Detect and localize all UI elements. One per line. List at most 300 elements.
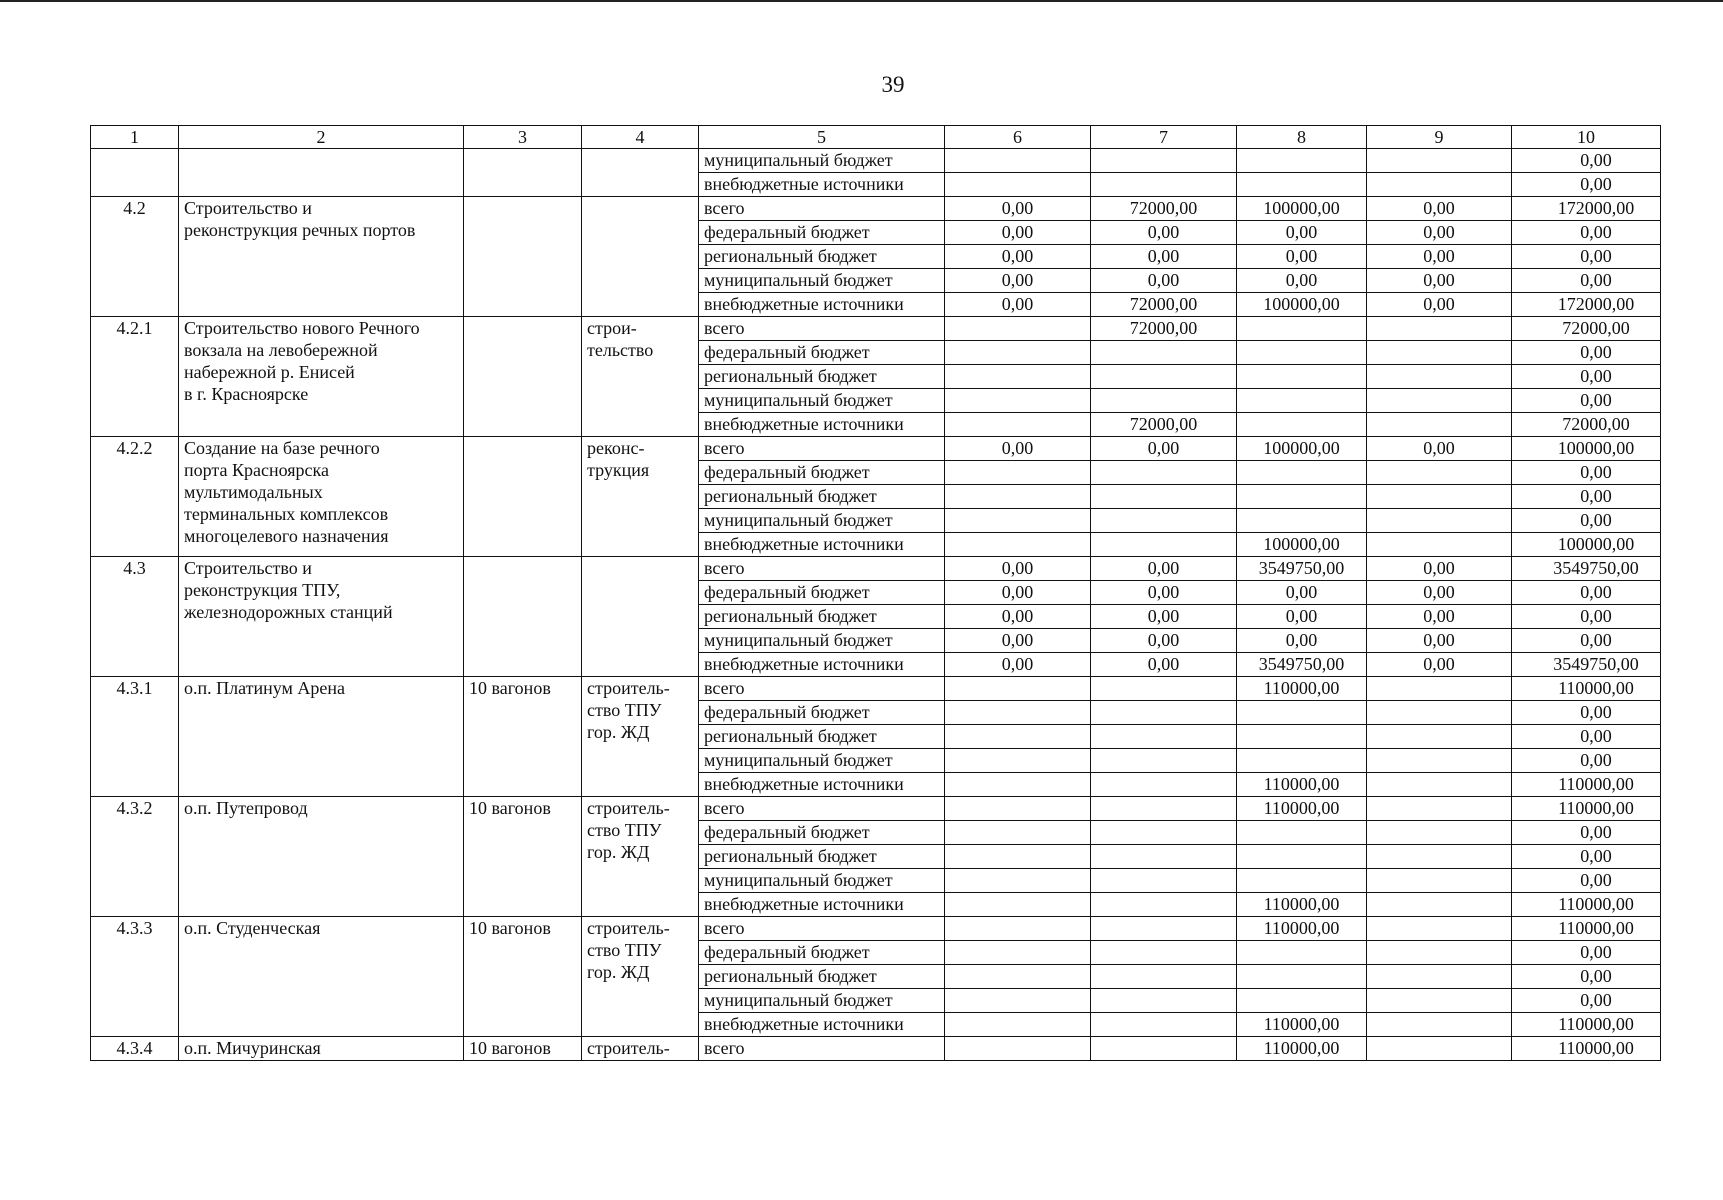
amount-cell [1367,413,1512,437]
funding-source-cell: всего [699,317,945,341]
item-name-cell-line: о.п. Платинум Арена [184,678,346,698]
amount-cell [945,965,1091,989]
work-type-cell [582,557,699,677]
amount-cell [1091,989,1237,1013]
amount-cell [1091,917,1237,941]
table-row [91,557,1661,581]
capacity-cell: 10 вагонов [464,677,582,797]
amount-cell [1091,509,1237,533]
work-type-cell-line: строитель- [587,678,670,698]
amount-cell: 110000,00 [1237,677,1367,701]
amount-cell [945,149,1091,173]
funding-source-cell: внебюджетные источники [699,533,945,557]
item-name-cell [179,677,464,797]
row-id-cell: 4.3.3 [91,917,179,1037]
capacity-cell [464,437,582,557]
row-id-cell: 4.2.1 [91,317,179,437]
work-type-cell-line: ство ТПУ [587,700,662,720]
row-total-cell: 0,00 [1512,485,1661,509]
amount-cell: 0,00 [1367,653,1512,677]
amount-cell: 0,00 [1237,245,1367,269]
funding-source-cell: региональный бюджет [699,485,945,509]
work-type-cell [582,797,699,917]
work-type-cell-line: реконс- [587,438,645,458]
amount-cell: 0,00 [1367,557,1512,581]
amount-cell [1091,797,1237,821]
row-total-cell: 110000,00 [1512,893,1661,917]
amount-cell [1237,941,1367,965]
amount-cell: 72000,00 [1091,413,1237,437]
funding-source-cell: муниципальный бюджет [699,509,945,533]
funding-source-cell: муниципальный бюджет [699,629,945,653]
amount-cell [945,725,1091,749]
item-name-cell [179,437,464,557]
amount-cell [1091,821,1237,845]
amount-cell: 0,00 [945,605,1091,629]
amount-cell [1091,1037,1237,1061]
item-name-cell-line: в г. Красноярске [184,384,309,404]
work-type-cell [582,317,699,437]
amount-cell [1237,485,1367,509]
amount-cell: 0,00 [1367,605,1512,629]
work-type-cell-line: строитель- [587,1038,670,1058]
funding-source-cell: региональный бюджет [699,605,945,629]
work-type-cell-line: строи- [587,318,637,338]
item-name-cell-line: многоцелевого назначения [184,526,389,546]
amount-cell [945,917,1091,941]
amount-cell: 0,00 [1237,629,1367,653]
row-total-cell: 0,00 [1512,365,1661,389]
row-id-cell: 4.3.4 [91,1037,179,1061]
amount-cell [1237,965,1367,989]
funding-source-cell: федеральный бюджет [699,821,945,845]
amount-cell [1237,725,1367,749]
item-name-cell-line: о.п. Путепровод [184,798,308,818]
funding-source-cell: внебюджетные источники [699,293,945,317]
amount-cell [1367,533,1512,557]
amount-cell [945,677,1091,701]
amount-cell [1091,773,1237,797]
funding-source-cell: федеральный бюджет [699,221,945,245]
amount-cell [1367,725,1512,749]
work-type-cell [582,677,699,797]
item-name-cell-line: железнодорожных станций [184,602,393,622]
row-total-cell: 0,00 [1512,701,1661,725]
work-type-cell-line: гор. ЖД [587,842,650,862]
work-type-cell [582,149,699,197]
amount-cell: 0,00 [1367,581,1512,605]
amount-cell [945,533,1091,557]
amount-cell: 100000,00 [1237,533,1367,557]
row-total-cell: 0,00 [1512,941,1661,965]
item-name-cell-line: о.п. Мичуринская [184,1038,321,1058]
row-total-cell: 0,00 [1512,509,1661,533]
funding-source-cell: всего [699,917,945,941]
amount-cell [1091,149,1237,173]
funding-source-cell: региональный бюджет [699,845,945,869]
row-total-cell: 0,00 [1512,173,1661,197]
amount-cell [1091,389,1237,413]
amount-cell: 100000,00 [1237,437,1367,461]
table-row [91,197,1661,221]
amount-cell: 0,00 [1367,197,1512,221]
work-type-cell-line: строитель- [587,918,670,938]
page-number: 39 [881,72,905,97]
row-total-cell: 0,00 [1512,221,1661,245]
amount-cell [1091,365,1237,389]
amount-cell [945,989,1091,1013]
item-name-cell [179,797,464,917]
work-type-cell-line: гор. ЖД [587,722,650,742]
amount-cell: 100000,00 [1237,197,1367,221]
row-id-cell: 4.2.2 [91,437,179,557]
amount-cell [1367,989,1512,1013]
amount-cell: 110000,00 [1237,797,1367,821]
row-total-cell: 0,00 [1512,245,1661,269]
amount-cell [945,869,1091,893]
capacity-cell: 10 вагонов [464,917,582,1037]
column-header: 5 [699,126,945,149]
amount-cell: 0,00 [945,557,1091,581]
funding-source-cell: муниципальный бюджет [699,869,945,893]
funding-source-cell: федеральный бюджет [699,341,945,365]
amount-cell [945,893,1091,917]
amount-cell [1237,317,1367,341]
amount-cell [1091,869,1237,893]
amount-cell [1091,845,1237,869]
row-total-cell: 0,00 [1512,629,1661,653]
amount-cell: 72000,00 [1091,197,1237,221]
capacity-cell: 10 вагонов [464,1037,582,1061]
amount-cell [1367,509,1512,533]
column-header: 3 [464,126,582,149]
capacity-cell [464,317,582,437]
amount-cell: 0,00 [1091,653,1237,677]
table-body [91,126,1661,1061]
amount-cell [1367,917,1512,941]
amount-cell [1237,389,1367,413]
row-total-cell: 172000,00 [1512,197,1661,221]
amount-cell: 0,00 [1091,245,1237,269]
amount-cell [1367,365,1512,389]
item-name-cell [179,197,464,317]
amount-cell [1237,869,1367,893]
funding-source-cell: всего [699,1037,945,1061]
amount-cell [1091,725,1237,749]
work-type-cell [582,1037,699,1061]
amount-cell: 0,00 [1091,581,1237,605]
amount-cell: 110000,00 [1237,1037,1367,1061]
amount-cell [1367,1037,1512,1061]
amount-cell [1237,845,1367,869]
work-type-cell-line: ство ТПУ [587,820,662,840]
amount-cell [945,461,1091,485]
column-header: 9 [1367,126,1512,149]
amount-cell [945,413,1091,437]
funding-source-cell: региональный бюджет [699,725,945,749]
item-name-cell-line: Строительство и [184,558,312,578]
amount-cell: 0,00 [1237,221,1367,245]
amount-cell: 0,00 [1091,269,1237,293]
amount-cell [1367,749,1512,773]
table-row [91,437,1661,461]
funding-source-cell: федеральный бюджет [699,701,945,725]
row-total-cell: 0,00 [1512,389,1661,413]
row-total-cell: 100000,00 [1512,437,1661,461]
amount-cell [1367,485,1512,509]
amount-cell [945,701,1091,725]
amount-cell: 0,00 [1237,581,1367,605]
column-header: 6 [945,126,1091,149]
work-type-cell [582,197,699,317]
row-total-cell: 110000,00 [1512,917,1661,941]
row-id-cell: 4.3.1 [91,677,179,797]
amount-cell [1367,341,1512,365]
amount-cell: 0,00 [1367,221,1512,245]
item-name-cell-line: вокзала на левобережной [184,340,378,360]
work-type-cell-line: трукция [587,460,650,480]
item-name-cell-line: терминальных комплексов [184,504,389,524]
item-name-cell [179,317,464,437]
amount-cell [1367,389,1512,413]
amount-cell [1367,1013,1512,1037]
amount-cell [945,173,1091,197]
amount-cell: 110000,00 [1237,773,1367,797]
amount-cell [1091,893,1237,917]
row-total-cell: 72000,00 [1512,413,1661,437]
table-row [91,797,1661,821]
amount-cell [1367,845,1512,869]
amount-cell [1091,1013,1237,1037]
amount-cell [945,749,1091,773]
item-name-cell-line: мультимодальных [184,482,323,502]
amount-cell: 0,00 [1091,221,1237,245]
row-total-cell: 110000,00 [1512,1037,1661,1061]
amount-cell [945,1013,1091,1037]
amount-cell [945,509,1091,533]
amount-cell [945,941,1091,965]
amount-cell [1367,149,1512,173]
row-id-cell: 4.2 [91,197,179,317]
funding-source-cell: внебюджетные источники [699,653,945,677]
table-row [91,149,1661,173]
amount-cell [945,845,1091,869]
amount-cell [945,317,1091,341]
amount-cell: 0,00 [1091,605,1237,629]
amount-cell: 100000,00 [1237,293,1367,317]
work-type-cell [582,437,699,557]
table-row [91,677,1661,701]
item-name-cell [179,557,464,677]
row-total-cell: 3549750,00 [1512,653,1661,677]
amount-cell [1237,509,1367,533]
item-name-cell-line: Создание на базе речного [184,438,380,458]
amount-cell: 0,00 [1367,245,1512,269]
row-total-cell: 0,00 [1512,581,1661,605]
amount-cell [945,773,1091,797]
amount-cell [1237,413,1367,437]
row-total-cell: 0,00 [1512,989,1661,1013]
amount-cell [1367,821,1512,845]
funding-source-cell: муниципальный бюджет [699,989,945,1013]
amount-cell [1091,461,1237,485]
amount-cell [1367,941,1512,965]
funding-source-cell: муниципальный бюджет [699,149,945,173]
budget-table [90,125,1661,1061]
funding-source-cell: федеральный бюджет [699,941,945,965]
amount-cell [1091,941,1237,965]
amount-cell [945,821,1091,845]
column-header: 10 [1512,126,1661,149]
amount-cell [1091,485,1237,509]
row-total-cell: 0,00 [1512,149,1661,173]
amount-cell [1367,893,1512,917]
work-type-cell [582,917,699,1037]
amount-cell: 0,00 [1091,437,1237,461]
amount-cell [945,485,1091,509]
amount-cell [1367,773,1512,797]
amount-cell [1237,365,1367,389]
row-total-cell: 3549750,00 [1512,557,1661,581]
funding-source-cell: всего [699,797,945,821]
row-total-cell: 110000,00 [1512,773,1661,797]
column-header: 7 [1091,126,1237,149]
amount-cell: 72000,00 [1091,293,1237,317]
row-total-cell: 100000,00 [1512,533,1661,557]
amount-cell [1237,989,1367,1013]
amount-cell: 0,00 [945,269,1091,293]
amount-cell: 110000,00 [1237,917,1367,941]
amount-cell [1367,677,1512,701]
amount-cell [1091,965,1237,989]
row-total-cell: 0,00 [1512,269,1661,293]
funding-source-cell: всего [699,437,945,461]
work-type-cell-line: ство ТПУ [587,940,662,960]
amount-cell: 0,00 [945,197,1091,221]
table-row [91,1037,1661,1061]
amount-cell: 0,00 [1367,293,1512,317]
amount-cell: 0,00 [1091,557,1237,581]
row-total-cell: 110000,00 [1512,797,1661,821]
item-name-cell-line: Строительство нового Речного [184,318,420,338]
amount-cell [1237,461,1367,485]
funding-source-cell: региональный бюджет [699,965,945,989]
amount-cell [1091,533,1237,557]
column-header-row [91,126,1661,149]
funding-source-cell: всего [699,197,945,221]
amount-cell [1237,149,1367,173]
item-name-cell-line: порта Красноярска [184,460,329,480]
column-header: 1 [91,126,179,149]
amount-cell: 0,00 [1237,269,1367,293]
table-row [91,917,1661,941]
funding-source-cell: внебюджетные источники [699,413,945,437]
amount-cell [1237,749,1367,773]
funding-source-cell: федеральный бюджет [699,581,945,605]
work-type-cell-line: строитель- [587,798,670,818]
row-total-cell: 72000,00 [1512,317,1661,341]
capacity-cell [464,149,582,197]
row-id-cell: 4.3.2 [91,797,179,917]
funding-source-cell: внебюджетные источники [699,173,945,197]
work-type-cell-line: тельство [587,340,654,360]
amount-cell: 3549750,00 [1237,557,1367,581]
amount-cell: 0,00 [1237,605,1367,629]
amount-cell [945,1037,1091,1061]
row-total-cell: 172000,00 [1512,293,1661,317]
amount-cell [1091,749,1237,773]
amount-cell [945,341,1091,365]
amount-cell: 0,00 [1091,629,1237,653]
item-name-cell-line: о.п. Студенческая [184,918,321,938]
amount-cell: 3549750,00 [1237,653,1367,677]
amount-cell [1367,701,1512,725]
amount-cell: 0,00 [1367,437,1512,461]
funding-source-cell: региональный бюджет [699,245,945,269]
amount-cell [1237,173,1367,197]
amount-cell: 0,00 [945,437,1091,461]
amount-cell [1091,677,1237,701]
amount-cell: 0,00 [945,629,1091,653]
column-header: 8 [1237,126,1367,149]
funding-source-cell: региональный бюджет [699,365,945,389]
amount-cell: 0,00 [945,221,1091,245]
row-id-cell [91,149,179,197]
amount-cell [1367,869,1512,893]
row-total-cell: 0,00 [1512,869,1661,893]
row-total-cell: 0,00 [1512,821,1661,845]
amount-cell [1091,173,1237,197]
amount-cell [1367,317,1512,341]
work-type-cell-line: гор. ЖД [587,962,650,982]
item-name-cell [179,917,464,1037]
capacity-cell [464,557,582,677]
row-total-cell: 0,00 [1512,461,1661,485]
column-header: 4 [582,126,699,149]
funding-source-cell: муниципальный бюджет [699,749,945,773]
row-total-cell: 110000,00 [1512,1013,1661,1037]
amount-cell [1237,701,1367,725]
amount-cell [1367,965,1512,989]
amount-cell [1091,341,1237,365]
row-total-cell: 0,00 [1512,725,1661,749]
row-total-cell: 0,00 [1512,605,1661,629]
row-total-cell: 0,00 [1512,845,1661,869]
row-total-cell: 0,00 [1512,749,1661,773]
funding-source-cell: всего [699,557,945,581]
amount-cell [1237,821,1367,845]
funding-source-cell: муниципальный бюджет [699,389,945,413]
item-name-cell [179,1037,464,1061]
amount-cell: 72000,00 [1091,317,1237,341]
funding-source-cell: внебюджетные источники [699,773,945,797]
item-name-cell-line: реконструкция речных портов [184,220,416,240]
row-total-cell: 110000,00 [1512,677,1661,701]
amount-cell: 0,00 [1367,629,1512,653]
amount-cell [1367,797,1512,821]
page-top-border [0,0,1723,2]
amount-cell: 110000,00 [1237,893,1367,917]
row-total-cell: 0,00 [1512,341,1661,365]
amount-cell: 0,00 [945,293,1091,317]
funding-source-cell: муниципальный бюджет [699,269,945,293]
amount-cell: 0,00 [1367,269,1512,293]
item-name-cell [179,149,464,197]
amount-cell [945,365,1091,389]
item-name-cell-line: набережной р. Енисей [184,362,355,382]
row-total-cell: 0,00 [1512,965,1661,989]
amount-cell [945,797,1091,821]
